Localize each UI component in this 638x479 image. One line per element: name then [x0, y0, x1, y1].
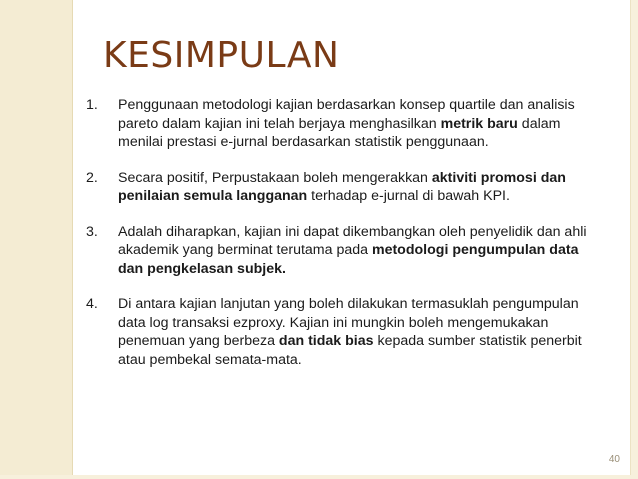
list-item [0, 96, 600, 152]
item-text-segment: Di antara kajian lanjutan yang boleh dilakukan termasuklah pengumpulan data log transaksi ezproxy. Kajian ini mungkin boleh mengemukakan penemuan yang berbeza [118, 296, 579, 349]
item-text-segment: kepada sumber statistik penerbit atau pembekal semata-mata. [118, 333, 582, 368]
bottom-decorative-frame [0, 475, 638, 479]
item-number: 2. [86, 169, 98, 186]
item-text-bold: aktiviti promosi dan penilaian semula langganan [118, 169, 566, 204]
item-text-bold: metodologi pengumpulan data dan pengkelasan subjek. [118, 242, 579, 277]
item-text-segment: terhadap e-jurnal di bawah KPI. [307, 188, 510, 204]
item-text [118, 169, 598, 206]
item-number: 3. [86, 223, 98, 240]
item-number: 4. [86, 296, 98, 312]
item-text [118, 96, 598, 152]
item-number: 1. [86, 97, 98, 113]
slide-title: KESIMPULAN [103, 35, 340, 76]
item-text-segment: Secara positif, Perpustakaan boleh mengerakkan [118, 169, 432, 186]
conclusion-list [0, 96, 600, 386]
list-item [0, 223, 600, 279]
right-decorative-frame [630, 0, 638, 479]
item-text-bold: metrik baru [440, 115, 518, 132]
page-number: 40 [608, 454, 620, 465]
item-text-bold: dan tidak bias [278, 333, 374, 349]
item-text [118, 223, 598, 279]
list-item [0, 295, 600, 369]
list-item [0, 169, 600, 206]
item-text-segment: dalam menilai prestasi e-jurnal berdasarkan statistik penggunaan. [118, 115, 561, 150]
item-text-segment: Adalah diharapkan, kajian ini dapat dikembangkan oleh penyelidik dan ahli akademik yang berminat terutama pada [118, 223, 587, 258]
item-text-segment: Penggunaan metodologi kajian berdasarkan konsep quartile dan analisis pareto dalam kajian ini telah berjaya menghasilkan [118, 97, 575, 132]
item-text [118, 295, 598, 369]
